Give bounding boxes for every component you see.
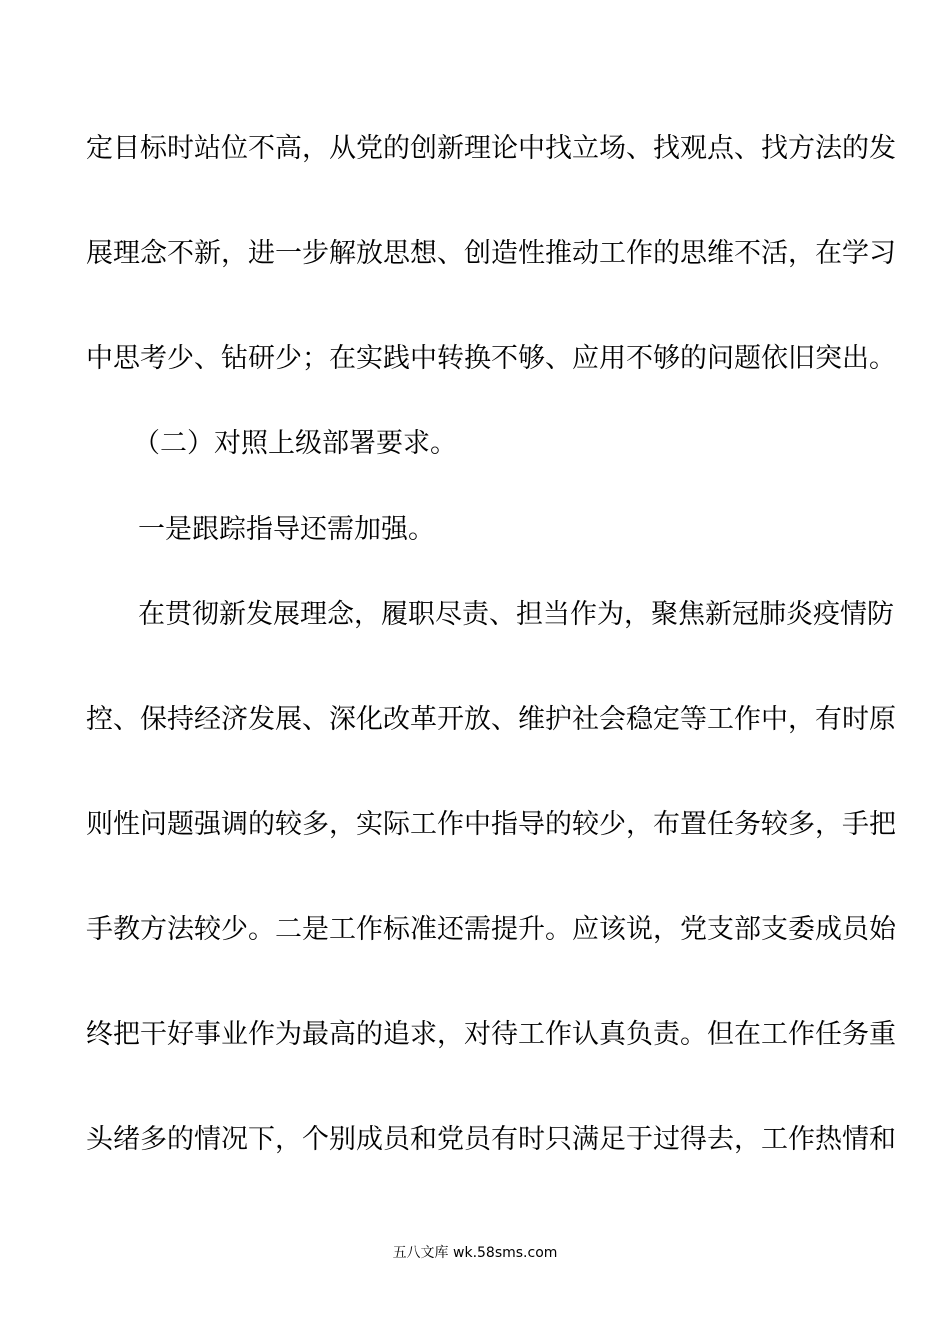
paragraph-line: 在贯彻新发展理念，履职尽责、担当作为，聚焦新冠肺炎疫情防 <box>138 599 894 630</box>
paragraph-line: 中思考少、钻研少；在实践中转换不够、应用不够的问题依旧突出。 <box>86 343 896 374</box>
paragraph-line: 展理念不新，进一步解放思想、创造性推动工作的思维不活，在学习 <box>86 238 896 269</box>
paragraph-line: 定目标时站位不高，从党的创新理论中找立场、找观点、找方法的发 <box>86 133 896 164</box>
footer-watermark: 五八文库 wk.58sms.com <box>392 1245 558 1261</box>
paragraph-line: 手教方法较少。二是工作标准还需提升。应该说，党支部支委成员始 <box>86 914 896 945</box>
paragraph-line: 头绪多的情况下，个别成员和党员有时只满足于过得去，工作热情和 <box>86 1124 896 1155</box>
section-heading: （二）对照上级部署要求。 <box>133 428 457 459</box>
subheading-line: 一是跟踪指导还需加强。 <box>138 514 435 545</box>
paragraph-line: 则性问题强调的较多，实际工作中指导的较少，布置任务较多，手把 <box>86 809 896 840</box>
paragraph-line: 控、保持经济发展、深化改革开放、维护社会稳定等工作中，有时原 <box>86 704 896 735</box>
paragraph-line: 终把干好事业作为最高的追求，对待工作认真负责。但在工作任务重 <box>86 1019 896 1050</box>
